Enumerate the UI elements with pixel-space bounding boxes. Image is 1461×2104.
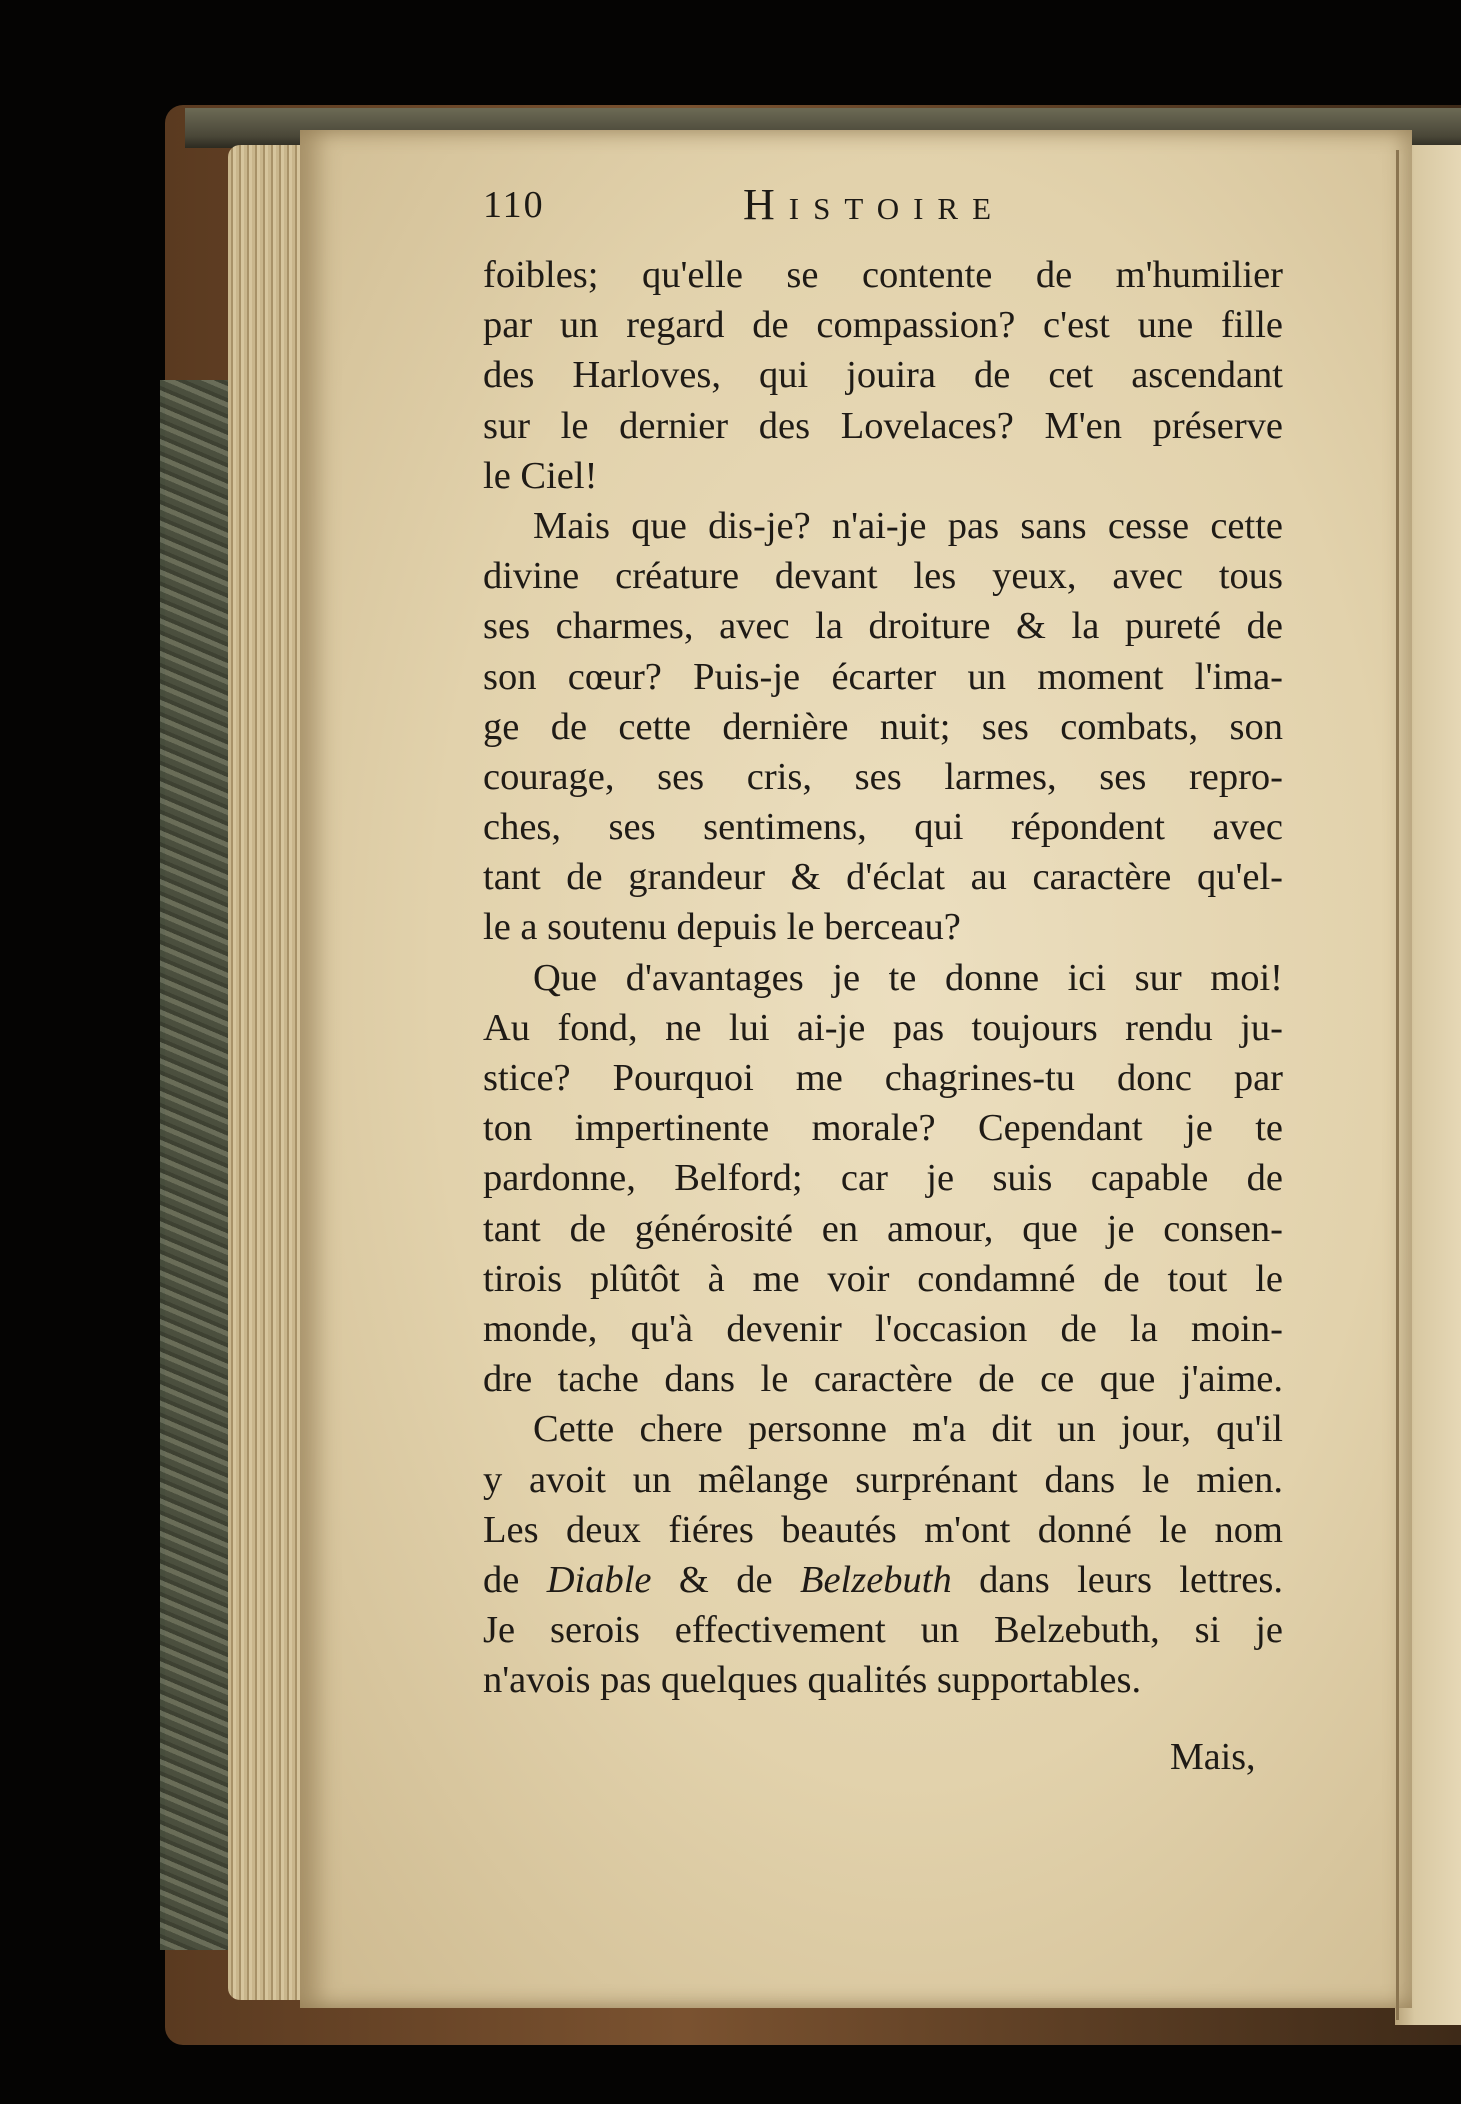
- text-line: stice? Pourquoi me chagrines-tu donc par: [483, 1057, 1283, 1099]
- body-text: [483, 250, 1283, 1705]
- text-line: foibles; qu'elle se contente de m'humilier: [483, 254, 1283, 296]
- text-line: n'avois pas quelques qualités supportables.: [483, 1659, 1142, 1702]
- text-line: pardonne, Belford; car je suis capable de: [483, 1157, 1283, 1200]
- page-gutter: [1396, 150, 1399, 2020]
- text-line: par un regard de compassion? c'est une fille: [483, 304, 1283, 347]
- text-line: Que d'avantages je te donne ici sur moi!: [533, 956, 1283, 999]
- text-line: ge de cette dernière nuit; ses combats, son: [483, 705, 1283, 748]
- catchword: Mais,: [1170, 1736, 1256, 1778]
- running-head: Histoire: [743, 180, 1006, 229]
- text-line-with-italics: [483, 1555, 1283, 1605]
- text-span: & de: [651, 1558, 800, 1601]
- text-span: dans leurs lettres.: [951, 1558, 1283, 1601]
- page-header: [483, 180, 1283, 233]
- text-line: tant de générosité en amour, que je consen-: [483, 1207, 1283, 1250]
- page-edges: [228, 145, 308, 2000]
- text-line: le a soutenu depuis le berceau?: [483, 906, 961, 949]
- text-line: sur le dernier des Lovelaces? M'en préserve: [483, 404, 1283, 447]
- italic-name: Belzebuth: [799, 1558, 952, 1601]
- text-line: Les deux fiéres beautés m'ont donné le nom: [483, 1508, 1283, 1551]
- text-line: son cœur? Puis-je écarter un moment l'ima-: [483, 655, 1283, 698]
- text-line: le Ciel!: [483, 454, 598, 497]
- marbled-board: [160, 380, 230, 1950]
- page-number: 110: [483, 184, 545, 226]
- text-span: de: [483, 1558, 547, 1601]
- text-line: ches, ses sentimens, qui répondent avec: [483, 806, 1283, 849]
- text-line: Cette chere personne m'a dit un jour, qu'il: [533, 1408, 1283, 1451]
- text-line: Je serois effectivement un Belzebuth, si je: [483, 1609, 1283, 1652]
- text-line: tant de grandeur & d'éclat au caractère qu'el-: [483, 856, 1283, 899]
- text-line: dre tache dans le caractère de ce que j'aime.: [483, 1358, 1283, 1401]
- text-line: ses charmes, avec la droiture & la pureté de: [483, 605, 1283, 648]
- text-line: monde, qu'à devenir l'occasion de la moin-: [483, 1307, 1283, 1350]
- text-line: y avoit un mêlange surprénant dans le mien.: [483, 1458, 1283, 1501]
- text-line: tirois plûtôt à me voir condamné de tout le: [483, 1257, 1283, 1300]
- text-line: courage, ses cris, ses larmes, ses repro-: [483, 755, 1283, 798]
- text-line: ton impertinente morale? Cependant je te: [483, 1107, 1283, 1150]
- text-line: divine créature devant les yeux, avec tous: [483, 555, 1283, 598]
- text-line: des Harloves, qui jouira de cet ascendant: [483, 354, 1283, 397]
- italic-name: Diable: [546, 1558, 652, 1601]
- text-line: Au fond, ne lui ai-je pas toujours rendu ju-: [483, 1006, 1283, 1049]
- text-line: Mais que dis-je? n'ai-je pas sans cesse cette: [533, 504, 1283, 547]
